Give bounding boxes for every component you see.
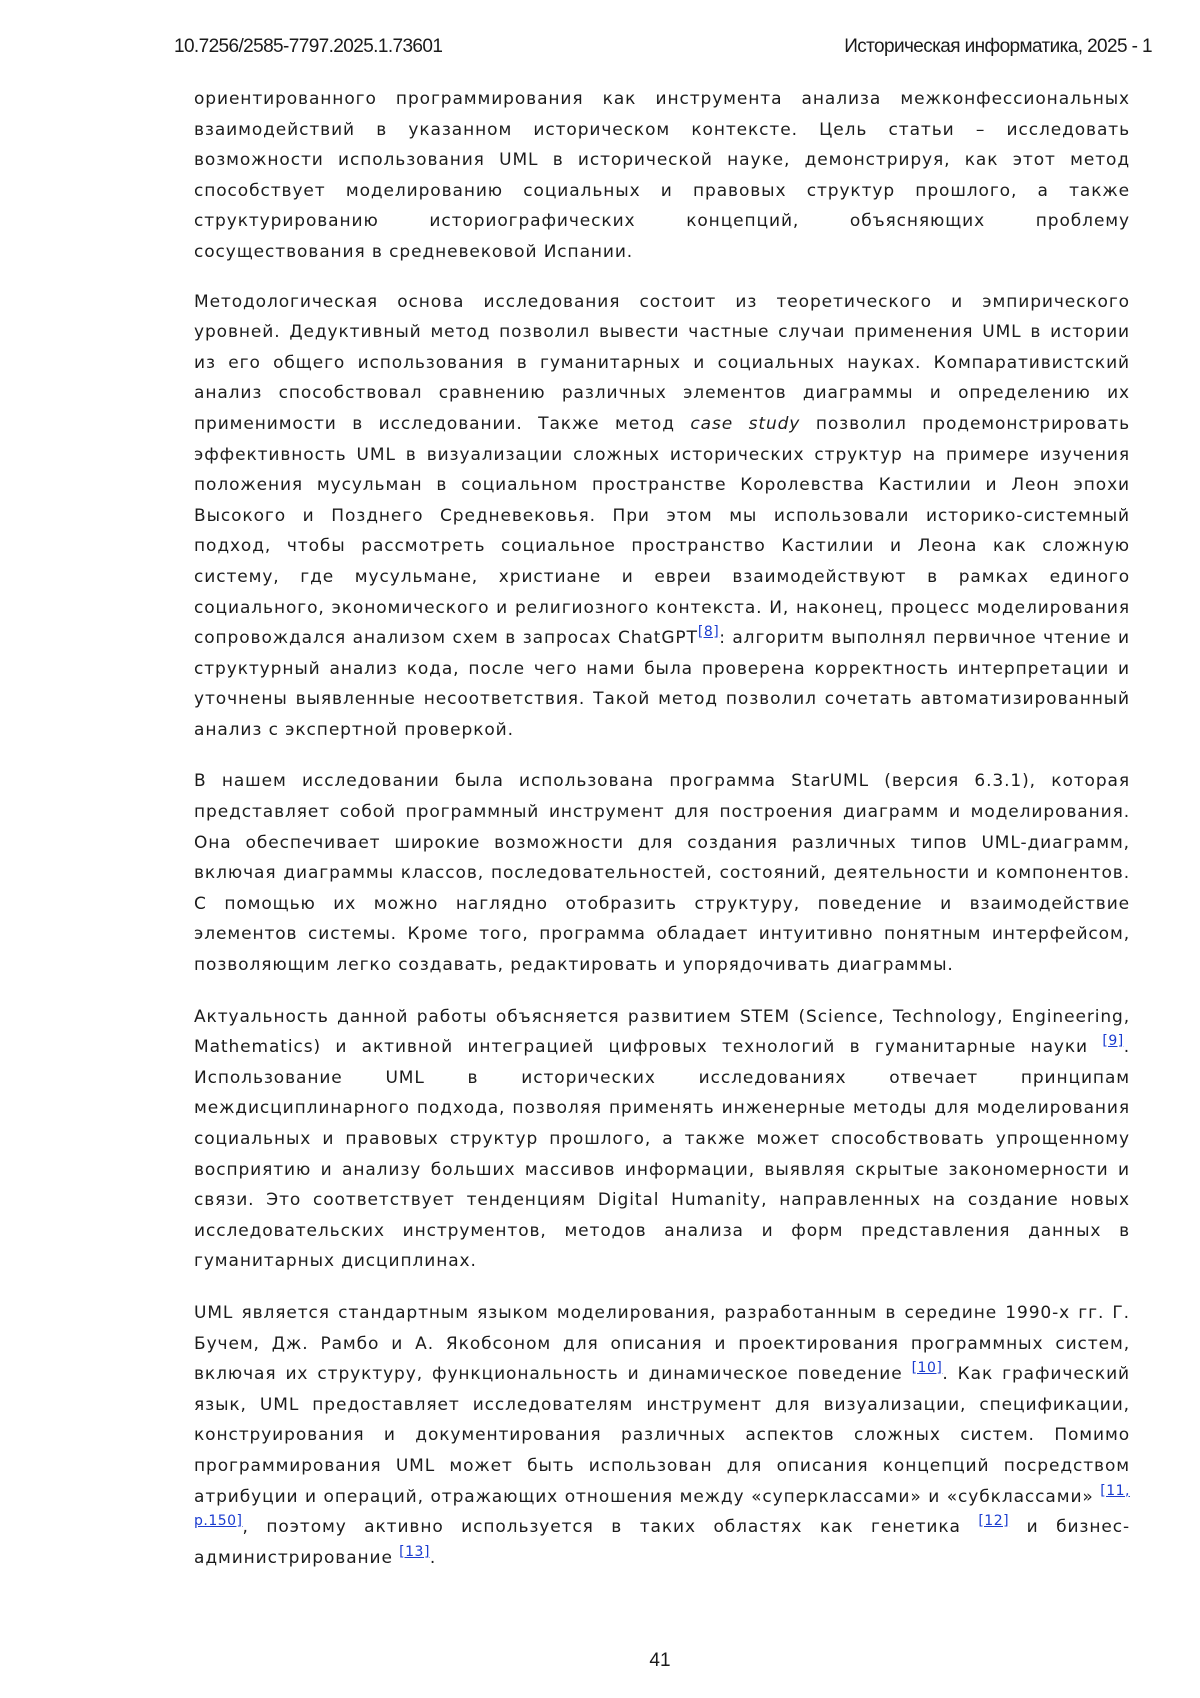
paragraph-text: Актуальность данной работы объясняется развитием STEM (Science, Technology, Engineering, Mathematics) и активной интеграцией цифровых технологий в гуманитарные науки: [194, 1006, 1130, 1058]
paragraph-text: ориентированного программирования как инструмента анализа межконфессиональных взаимодействий в указанном историческом контексте. Цель статьи – исследовать возможности использования UML в исторической науке, демонстрируя, как этот метод способствует моделированию социальных и правовых структур прошлого, а также структурированию историографических концепций, объясняющих проблему сосуществования в средневековой Испании.: [194, 89, 1130, 262]
paragraph-text: . Как графический язык, UML предоставляет исследователям инструмент для визуализации, спецификации, конструирования и документирования различных аспектов сложных систем. Помимо программирования UML может быть использован для описания концепций посредством атрибуции и операций, отражающих отношения между «суперклассами» и «субклассами»: [194, 1364, 1130, 1507]
running-header: [174, 36, 1152, 62]
paragraph-relevance: [194, 1002, 1130, 1277]
paragraph-staruml: [194, 766, 1130, 980]
reference-link-8[interactable]: [8]: [697, 624, 720, 641]
page-number: 41: [649, 1650, 671, 1671]
paragraph-methodology: [194, 287, 1130, 746]
journal-issue-title: Историческая информатика, 2025 - 1: [844, 36, 1152, 57]
paragraph-text: позволил продемонстрировать эффективность UML в визуализации сложных исторических структур на примере изучения положения мусульман в социальном пространстве Королевства Кастилии и Леон эпохи Высокого и Позднего Средневековья. При этом мы использовали историко-системный подход, чтобы рассмотреть социальное пространство Кастилии и Леона как сложную систему, где мусульмане, христиане и евреи взаимодействуют в рамках единого социального, экономического и религиозного контекста. И, наконец, процесс моделирования сопровождался анализом схем в запросах ChatGPT: [194, 413, 1130, 649]
reference-link-11[interactable]: [11, p.150]: [194, 1482, 1130, 1530]
reference-link-13[interactable]: [13]: [399, 1543, 430, 1560]
reference-link-10[interactable]: [10]: [911, 1360, 943, 1377]
case-study-term: case study: [690, 413, 801, 434]
doi-text: 10.7256/2585-7797.2025.1.73601: [174, 36, 443, 57]
paragraph-text: В нашем исследовании была использована программа StarUML (версия 6.3.1), которая представляет собой программный инструмент для построения диаграмм и моделирования. Она обеспечивает широкие возможности для создания различных типов UML-диаграмм, включая диаграммы классов, последовательностей, состояний, деятельности и компонентов. С помощью их можно наглядно отобразить структуру, поведение и взаимодействие элементов системы. Кроме того, программа обладает интуитивно понятным интерфейсом, позволяющим легко создавать, редактировать и упорядочивать диаграммы.: [194, 771, 1130, 976]
paragraph-text: , поэтому активно используется в таких областях как генетика: [242, 1517, 961, 1538]
paragraph-text: . Использование UML в исторических исследованиях отвечает принципам междисциплинарного подхода, позволяя применять инженерные методы для моделирования социальных и правовых структур прошлого, а также может способствовать упрощенному восприятию и анализу больших массивов информации, выявляя скрытые закономерности и связи. Это соответствует тенденциям Digital Humanity, направленных на создание новых исследовательских инструментов, методов анализа и форм представления данных в гуманитарных дисциплинах.: [194, 1037, 1131, 1272]
paragraph-uml-definition: [194, 1298, 1130, 1573]
paragraph-text: : алгоритм выполнял первичное чтение и структурный анализ кода, после чего нами была проверена корректность интерпретации и уточнены выявленные несоответствия. Такой метод позволил сочетать автоматизированный анализ с экспертной проверкой.: [194, 628, 1130, 740]
article-body: [194, 84, 1130, 1594]
paragraph-text: Методологическая основа исследования состоит из теоретического и эмпирического уровней. Дедуктивный метод позволил вывести частные случаи применения UML в истории из его общего использования в гуманитарных и социальных науках. Компаративистский анализ способствовал сравнению различных элементов диаграммы и определению их применимости в исследовании. Также метод: [194, 291, 1130, 434]
paragraph-text: UML является стандартным языком моделирования, разработанным в середине 1990-х гг. Г. Бучем, Дж. Рамбо и А. Якобсоном для описания и проектирования программных систем, включая их структуру, функциональность и динамическое поведение: [194, 1302, 1130, 1385]
reference-link-9[interactable]: [9]: [1102, 1033, 1124, 1050]
paragraph-text: .: [429, 1547, 437, 1568]
paragraph-purpose: [194, 84, 1130, 268]
paragraph-text: и бизнес-администрирование: [194, 1517, 1130, 1568]
reference-link-12[interactable]: [12]: [978, 1513, 1010, 1530]
